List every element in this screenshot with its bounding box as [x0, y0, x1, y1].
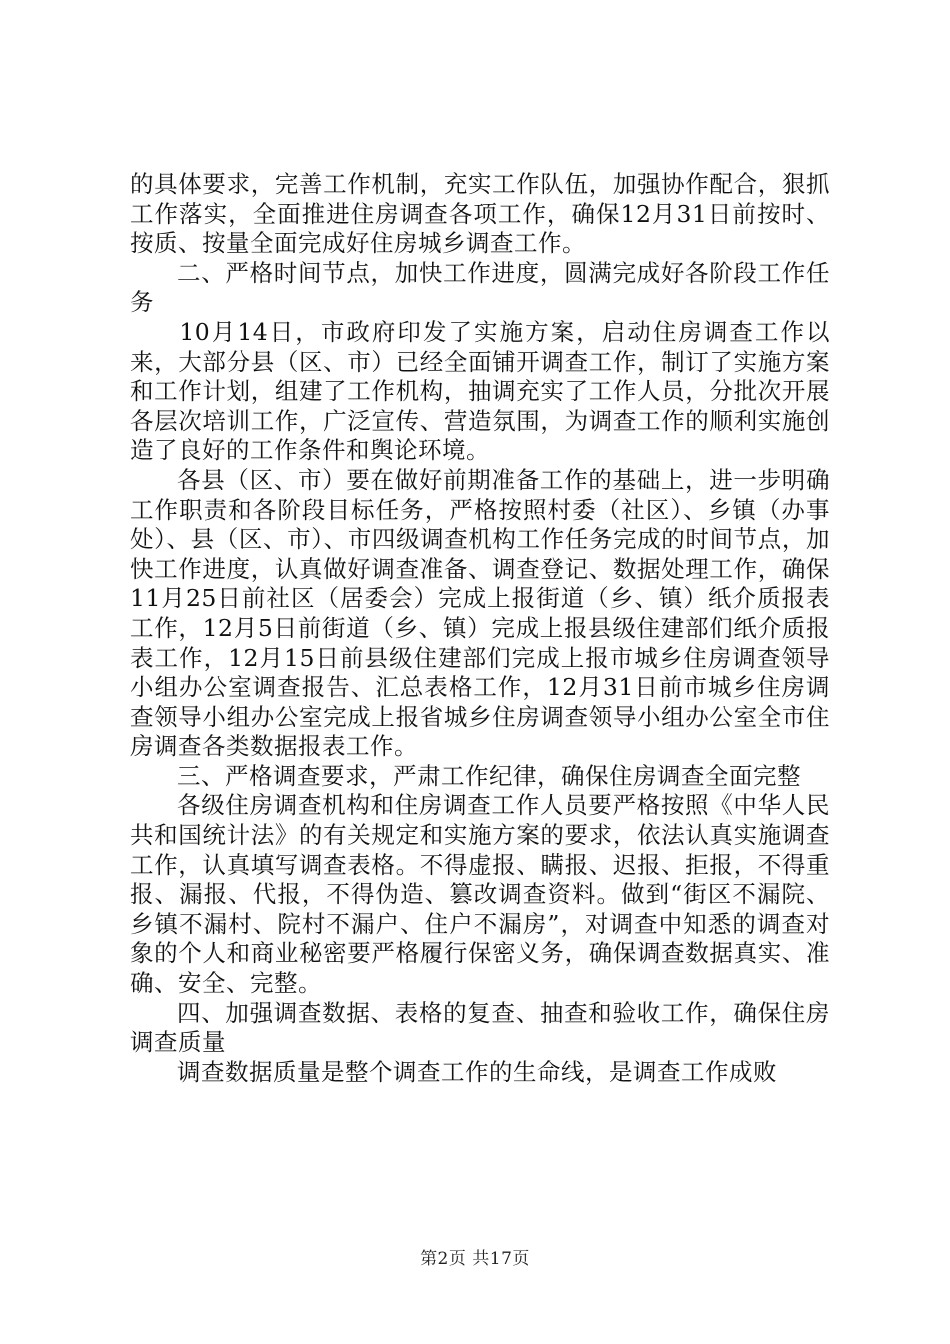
- section-heading-4: 四、加强调查数据、表格的复查、抽查和验收工作，确保住房调查质量: [130, 998, 830, 1057]
- paragraph-continuation: 的具体要求，完善工作机制，充实工作队伍，加强协作配合，狠抓工作落实，全面推进住房调查各项工作，确保12月31日前按时、按质、按量全面完成好住房城乡调查工作。: [130, 170, 830, 258]
- paragraph: 各县（区、市）要在做好前期准备工作的基础上，进一步明确工作职责和各阶段目标任务，严格按照村委（社区）、乡镇（办事处）、县（区、市）、市四级调查机构工作任务完成的时间节点，加快工作进度，认真做好调查准备、调查登记、数据处理工作，确保11月25日前社区（居委会）完成上报街道（乡、镇）纸介质报表工作，12月5日前街道（乡、镇）完成上报县级住建部们纸介质报表工作，12月15日前县级住建部们完成上报市城乡住房调查领导小组办公室调查报告、汇总表格工作，12月31日前市城乡住房调查领导小组办公室完成上报省城乡住房调查领导小组办公室全市住房调查各类数据报表工作。: [130, 465, 830, 761]
- paragraph: 各级住房调查机构和住房调查工作人员要严格按照《中华人民共和国统计法》的有关规定和实施方案的要求，依法认真实施调查工作，认真填写调查表格。不得虚报、瞒报、迟报、拒报，不得重报、漏报、代报，不得伪造、篡改调查资料。做到“街区不漏院、乡镇不漏村、院村不漏户、住户不漏房”，对调查中知悉的调查对象的个人和商业秘密要严格履行保密义务，确保调查数据真实、准确、安全、完整。: [130, 791, 830, 998]
- paragraph: 10月14日，市政府印发了实施方案，启动住房调查工作以来，大部分县（区、市）已经全面铺开调查工作，制订了实施方案和工作计划，组建了工作机构，抽调充实了工作人员，分批次开展各层次培训工作，广泛宣传、营造氛围，为调查工作的顺利实施创造了良好的工作条件和舆论环境。: [130, 317, 830, 465]
- section-heading-2: 二、严格时间节点，加快工作进度，圆满完成好各阶段工作任务: [130, 258, 830, 317]
- paragraph: 调查数据质量是整个调查工作的生命线，是调查工作成败: [177, 1057, 777, 1086]
- document-body: [130, 170, 830, 1087]
- section-heading-3: 三、严格调查要求，严肃工作纪律，确保住房调查全面完整: [177, 761, 801, 790]
- page-number-footer: 第2页 共17页: [420, 1249, 530, 1269]
